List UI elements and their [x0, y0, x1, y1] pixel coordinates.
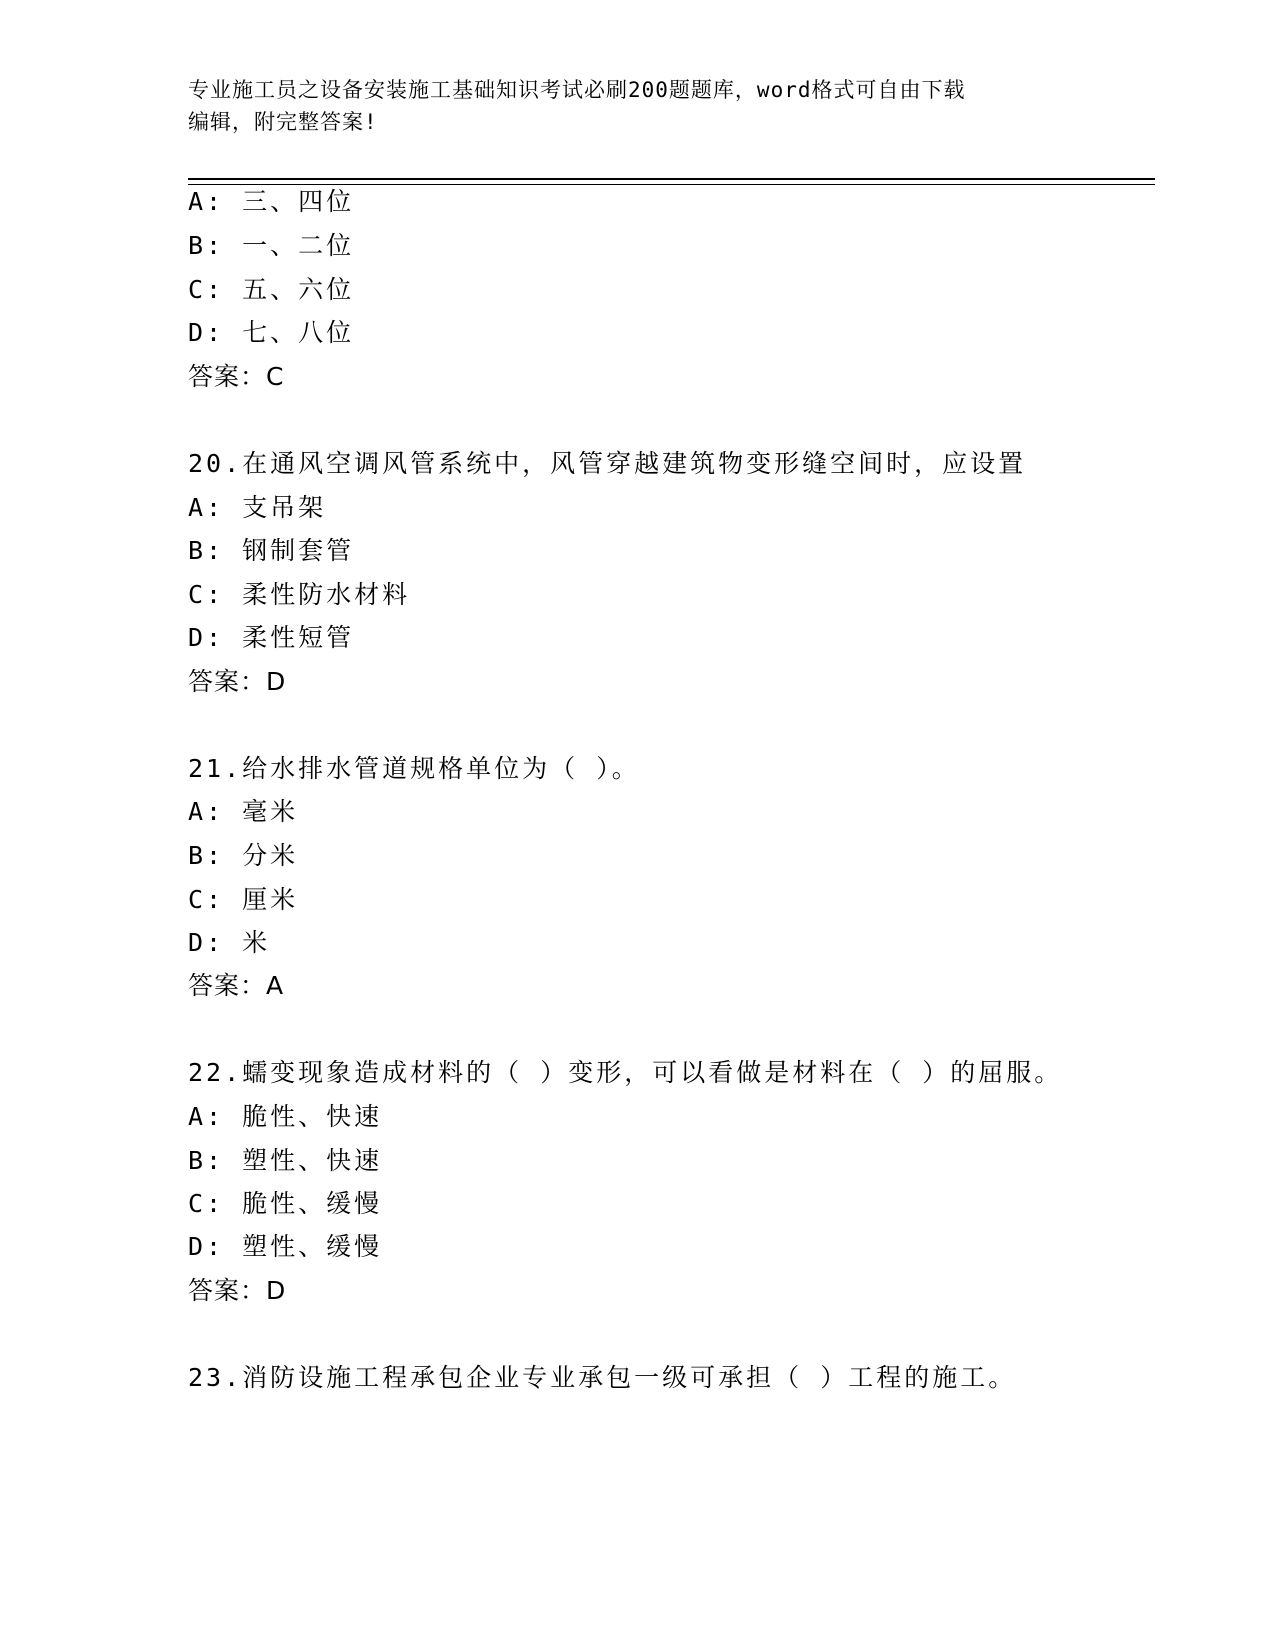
option-a: A: 脆性、快速	[188, 1102, 383, 1131]
option-b: B: 钢制套管	[188, 536, 355, 565]
answer-line: 答案：D	[188, 1276, 287, 1305]
option-d: D: 米	[188, 928, 271, 957]
answer-line: 答案：D	[188, 667, 287, 696]
option-c: C: 五、六位	[188, 275, 355, 304]
option-b: B: 一、二位	[188, 231, 355, 260]
header-divider-thin	[188, 184, 1155, 185]
answer-line: 答案：C	[188, 362, 285, 391]
option-c: C: 柔性防水材料	[188, 580, 411, 609]
option-d: D: 柔性短管	[188, 623, 355, 652]
option-a: A: 支吊架	[188, 493, 327, 522]
document-header	[188, 74, 1088, 138]
option-c: C: 脆性、缓慢	[188, 1189, 383, 1218]
answer-line: 答案：A	[188, 971, 285, 1000]
question-21: 21.给水排水管道规格单位为（ ）。	[188, 754, 640, 783]
question-20: 20.在通风空调风管系统中，风管穿越建筑物变形缝空间时，应设置	[188, 449, 1027, 478]
header-divider-thick	[188, 178, 1155, 180]
header-line-2: 编辑，附完整答案!	[188, 110, 378, 134]
option-d: D: 塑性、缓慢	[188, 1232, 383, 1261]
question-22: 22.蠕变现象造成材料的（ ）变形，可以看做是材料在（ ）的屈服。	[188, 1058, 1063, 1087]
option-d: D: 七、八位	[188, 318, 355, 347]
option-b: B: 塑性、快速	[188, 1146, 383, 1175]
option-b: B: 分米	[188, 841, 299, 870]
option-c: C: 厘米	[188, 885, 299, 914]
question-23: 23.消防设施工程承包企业专业承包一级可承担（ ）工程的施工。	[188, 1363, 1017, 1392]
option-a: A: 三、四位	[188, 187, 355, 216]
header-line-1: 专业施工员之设备安装施工基础知识考试必刷200题题库，word格式可自由下载	[188, 78, 966, 102]
option-a: A: 毫米	[188, 797, 299, 826]
